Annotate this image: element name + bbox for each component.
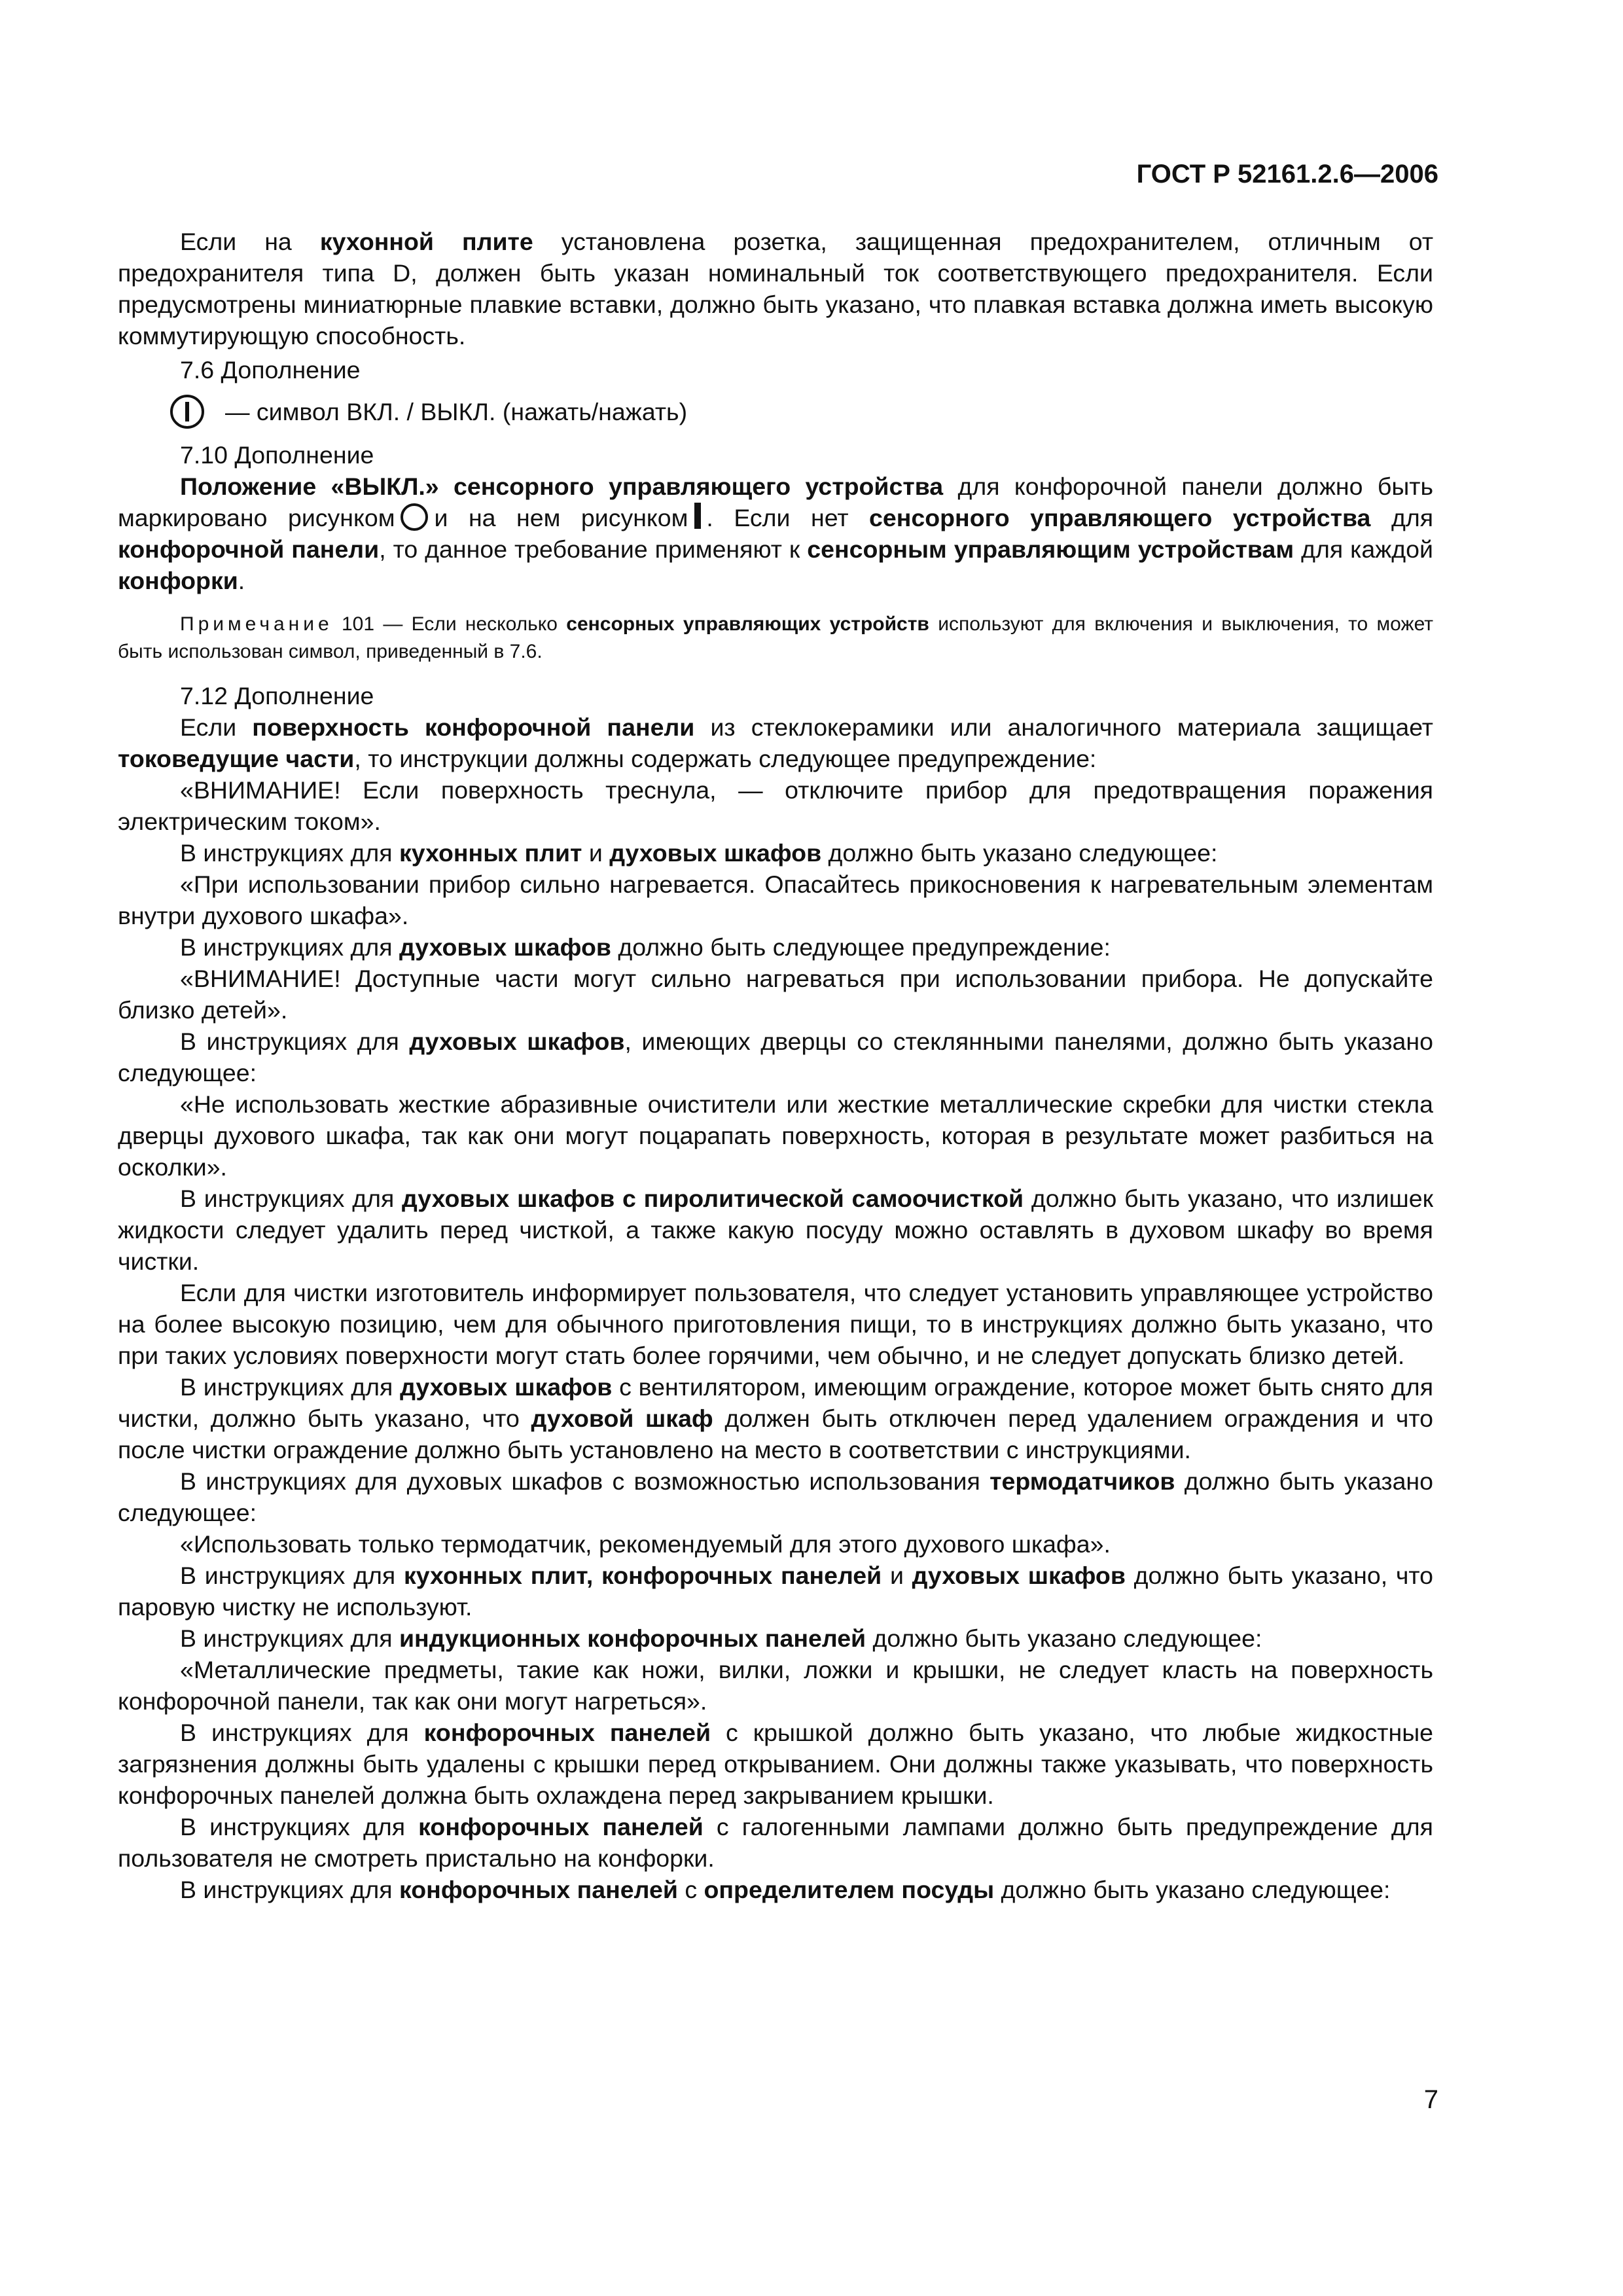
paragraph-cleaning-position: Если для чистки изготовитель информирует пользователя, что следует установить управляющее устройство на более высокую позицию, чем для обычного приготовления пищи, то в инструкциях должно быть указано, что при таких условиях поверхности могут стать более горячими, чем обычно, и не следует допускать близко детей. [118,1279,1433,1369]
note-101: Примечание 101 — Если несколько сенсорных управляющих устройств используют для включения и выключения, то может быть использован символ, приведенный в 7.6. [118,613,1433,662]
power-on-off-icon [169,393,205,430]
warning-probe-only: «Использовать только термодатчик, рекомендуемый для этого духового шкафа». [180,1530,1111,1558]
off-circle-icon [400,503,429,531]
heading-7-6: 7.6 Дополнение [180,356,361,384]
paragraph-fan-guard: В инструкциях для духовых шкафов с вентилятором, имеющим ограждение, которое может быть снято для чистки, должно быть указано, что духовой шкаф должен быть отключен перед удалением ограждения и что после чистки ограждение должно быть установлено на место в соответствии с инструкциями. [118,1373,1433,1463]
warning-cracked-surface: «ВНИМАНИЕ! Если поверхность треснула, — отключите прибор для предотвращения поражения электрическим током». [118,776,1433,835]
warning-heating-elements: «При использовании прибор сильно нагревается. Опасайтесь прикосновения к нагревательным элементам внутри духового шкафа». [118,870,1433,929]
paragraph-glass-surface: Если поверхность конфорочной панели из стеклокерамики или аналогичного материала защищает токоведущие части, то инструкции должны содержать следующее предупреждение: [118,713,1433,772]
paragraph-stoves-ovens: В инструкциях для кухонных плит и духовых шкафов должно быть указано следующее: [180,839,1218,867]
paragraph-fuse: Если на кухонной плите установлена розетка, защищенная предохранителем, отличным от предохранителя типа D, должен быть указан номинальный ток соответствующего предохранителя. Если предусмотрены миниатюрные плавкие вставки, должно быть указано, что плавкая вставка должна иметь высокую коммутирующую способность. [118,228,1433,350]
document-body [118,226,1433,1905]
paragraph-pyrolytic: В инструкциях для духовых шкафов с пиролитической самоочисткой должно быть указано, что излишек жидкости следует удалить перед чисткой, а также какую посуду можно оставлять в духовом шкафу во время чистки. [118,1185,1433,1275]
paragraph-7-10: Положение «ВЫКЛ.» сенсорного управляющего устройства для конфорочной панели должно быть маркировано рисунком и на нем рисунком . Если нет сенсорного управляющего устройства для конфорочной панели, то данное требование применяют к сенсорным управляющим устройствам для каждой конфорки. [118,473,1434,594]
paragraph-probes: В инструкциях для духовых шкафов с возможностью использования термодатчиков должно быть указано следующее: [118,1467,1433,1526]
symbol-description: — символ ВКЛ. / ВЫКЛ. (нажать/нажать) [225,398,688,425]
paragraph-lid: В инструкциях для конфорочных панелей с крышкой должно быть указано, что любые жидкостные загрязнения должны быть удалены с крышки перед открыванием. Они должны также указывать, что поверхность конфорочных панелей должна быть охлаждена перед закрыванием крышки. [118,1719,1434,1809]
paragraph-steam-cleaning: В инструкциях для кухонных плит, конфорочных панелей и духовых шкафов должно быть указано, что паровую чистку не используют. [118,1562,1433,1621]
vertical-bar-icon [694,503,701,529]
paragraph-pan-detection: В инструкциях для конфорочных панелей с определителем посуды должно быть указано следующее: [180,1876,1391,1903]
warning-abrasive-cleaners: «Не использовать жесткие абразивные очистители или жесткие металлические скребки для чистки стекла дверцы духового шкафа, так как они могут поцарапать поверхность, которая в результате может разбиться на осколки». [118,1090,1433,1181]
warning-accessible-parts: «ВНИМАНИЕ! Доступные части могут сильно нагреваться при использовании прибора. Не допускайте близко детей». [118,965,1433,1024]
standard-designation: ГОСТ Р 52161.2.6—2006 [1136,160,1438,188]
symbol-7-6-line [118,393,1433,430]
paragraph-induction: В инструкциях для индукционных конфорочных панелей должно быть указано следующее: [180,1624,1262,1652]
page-number: 7 [1423,2085,1438,2114]
heading-7-10: 7.10 Дополнение [180,441,374,469]
warning-metal-objects: «Металлические предметы, такие как ножи, вилки, ложки и крышки, не следует класть на поверхность конфорочной панели, так как они могут нагреться». [118,1656,1433,1715]
paragraph-ovens-warning: В инструкциях для духовых шкафов должно быть следующее предупреждение: [180,933,1111,961]
paragraph-halogen: В инструкциях для конфорочных панелей с галогенными лампами должно быть предупреждение для пользователя не смотреть пристально на конфорки. [118,1813,1433,1872]
heading-7-12: 7.12 Дополнение [180,682,374,709]
paragraph-glass-doors: В инструкциях для духовых шкафов, имеющих дверцы со стеклянными панелями, должно быть указано следующее: [118,1028,1433,1086]
